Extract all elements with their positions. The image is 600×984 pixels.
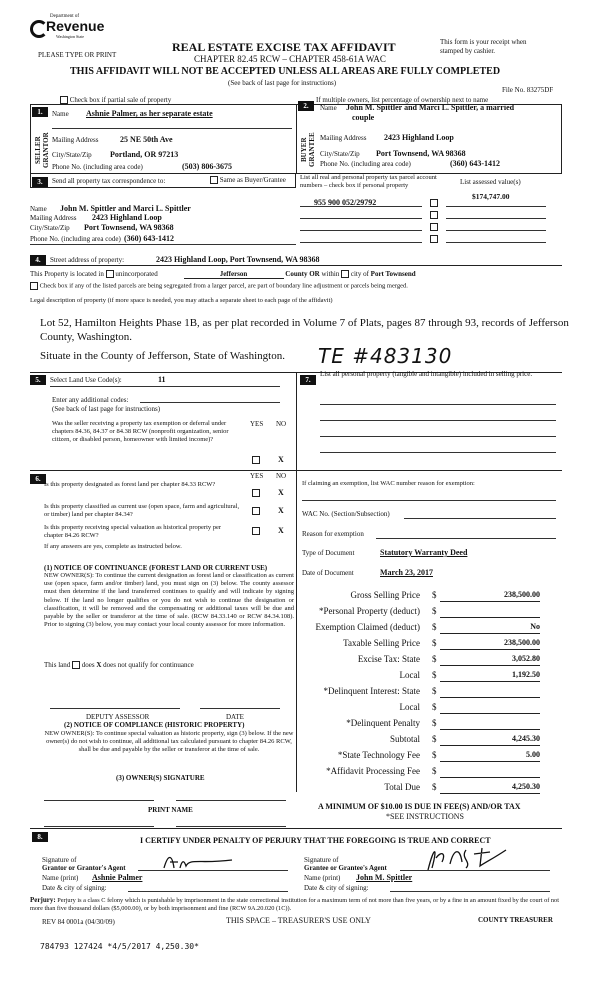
located-row [30,270,570,279]
parcel-personal-checkbox-2[interactable] [430,211,438,219]
receipt-note: This form is your receipt when stamped by cashier. [440,38,527,55]
wac-number-label: WAC No. (Section/Subsection) [302,510,390,518]
assessed-label: List assessed value(s) [460,178,521,186]
land-use-see-back: (See back of last page for instructions) [52,405,161,413]
current-use-no-mark[interactable]: X [278,506,284,515]
does-not-mark[interactable]: X [96,661,102,669]
historic-no-mark[interactable]: X [278,526,284,535]
seller-name-label: Name [52,110,69,118]
seller-phone-label: Phone No. (including area code) [52,163,143,171]
tax-corr-same-row [210,176,286,184]
s6-yes-header: YES [250,472,264,480]
grantor-signature [160,852,240,872]
fee-label: Gross Selling Price [350,590,420,600]
legal-desc-label: Legal description of property (if more space is needed, you may attach a separate sheet to each page of the affidavit) [30,297,333,304]
buyer-name-line2[interactable]: couple [352,113,375,122]
situate-text[interactable]: Situate in the County of Jefferson, State of Washington. [40,350,285,362]
county-treasurer-label: COUNTY TREASURER [478,916,553,924]
section-5-badge: 5. [30,375,46,385]
seller-mailing-label: Mailing Address [52,136,99,144]
deputy-assessor-label: DEPUTY ASSESSOR [86,713,150,721]
fee-row-excise-local [300,670,550,684]
fee-label: Taxable Selling Price [343,638,420,648]
fee-row-gross-selling [300,590,550,604]
fee-label: Total Due [384,782,420,792]
fee-value[interactable] [440,718,540,730]
dollar-sign: $ [432,638,437,648]
tax-corr-name[interactable]: John M. Spittler and Marci L. Spittler [60,204,191,213]
fee-row-taxable-selling [300,638,550,652]
fee-label: Local [399,702,420,712]
grantor-name-label: Name (print) [42,874,79,882]
grantor-sig-label: Signature of [42,856,77,864]
owner-signature-label: (3) OWNER(S) SIGNATURE [116,774,205,782]
land-use-code[interactable]: 11 [158,375,166,384]
fee-label: *Delinquent Penalty [346,718,420,728]
fee-value[interactable]: 238,500.00 [440,638,540,650]
doc-type-value[interactable]: Statutory Warranty Deed [380,548,468,557]
parcel-personal-checkbox-3[interactable] [430,223,438,231]
tax-corr-name-label: Name [30,205,47,213]
section-1-badge: 1. [32,107,48,117]
dollar-sign: $ [432,622,437,632]
historic-question: Is this property receiving special valuation as historical property per chapter 84.26 RCW? [44,524,222,539]
grantor-agent-label: Grantor or Grantor's Agent [42,864,126,872]
city-checkbox[interactable] [341,270,349,278]
segregated-label: Check box if any of the listed parcels are being segregated from a larger parcel, are part of boundary line adjustment or parcels being merged. [39,282,408,290]
partial-sale-label: Check box if partial sale of property [69,96,172,104]
fee-row-processing-fee [300,766,550,780]
fee-row-total-due [300,782,550,796]
seller-name[interactable]: Ashnie Palmer, as her separate estate [86,109,213,118]
fee-row-delinquent-penalty [300,718,550,732]
dollar-sign: $ [432,670,437,680]
fee-value[interactable]: 238,500.00 [440,590,540,602]
seller-mailing[interactable]: 25 NE 50th Ave [120,135,173,144]
grantee-name[interactable]: John M. Spittler [356,873,413,882]
notice-compliance-body: NEW OWNER(S): To continue special valuation as historic property, sign (3) below. If the new owner(s) do not wish to continue, all additional tax calculated pursuant to chapter 84.26 RCW, shall be due and payable by the seller or transferor at the time of sale. [44,730,294,754]
exempt-no-mark[interactable]: X [278,455,284,464]
tax-corr-label: Send all property tax correspondence to: [52,177,166,185]
dollar-sign: $ [432,718,437,728]
grantor-date-city-label: Date & city of signing: [42,884,107,892]
parcel-personal-checkbox-4[interactable] [430,235,438,243]
continuance-does-checkbox[interactable] [72,661,80,669]
assessed-value[interactable]: $174,747.00 [472,192,510,201]
dollar-sign: $ [432,782,437,792]
multiple-owners-note: If multiple owners, list percentage of ownership next to name [316,96,489,104]
street-label: Street address of property: [50,256,125,264]
section-2-badge: 2. [298,101,314,111]
any-yes-note: If any answers are yes, complete as instructed below. [44,543,182,550]
s6-no-header: NO [276,472,287,480]
fee-label: *Delinquent Interest: State [323,686,420,696]
buyer-mailing[interactable]: 2423 Highland Loop [384,133,454,142]
form-title: REAL ESTATE EXCISE TAX AFFIDAVIT [172,40,396,54]
dollar-sign: $ [432,606,437,616]
fee-row-personal-property [300,606,550,620]
minimum-fee-note: A MINIMUM OF $10.00 IS DUE IN FEE(S) AND/OR TAX [318,802,521,811]
section-7-badge: 7. [300,375,316,385]
within-label: within [321,270,340,278]
fee-value[interactable]: 5.00 [440,750,540,762]
seller-city[interactable]: Portland, OR 97213 [110,150,179,159]
fee-row-exemption-claimed [300,622,550,636]
perjury-label: Perjury: [30,896,56,904]
does-label: does [81,661,95,669]
fee-label: Local [399,670,420,680]
perjury-body: Perjury is a class C felony which is punishable by imprisonment in the state correctional institution for a maximum term of not more than five years, or by a fine in an amount fixed by the court of not more than five thousand dollars ($5,000.00), or by both imprisonment and fine (RCW 9A.20.020 (1C)). [30,897,559,912]
fee-value[interactable]: 1,192.50 [440,670,540,682]
buyer-name-line1[interactable]: John M. Spittler and Marci L. Spittler, a married [346,103,515,112]
same-as-buyer-label: Same as Buyer/Grantee [219,176,286,184]
fee-row-technology-fee [300,750,550,764]
fee-value[interactable]: 3,052.80 [440,654,540,666]
fee-label: Exemption Claimed (deduct) [315,622,420,632]
legal-description[interactable]: Lot 52, Hamilton Heights Phase 1B, as per plat recorded in Volume 7 of Plats, pages 87 through 93, records of Jefferson County, Washington. [40,317,569,343]
additional-codes-label: Enter any additional codes: [52,396,129,404]
unincorporated-label: unincorporated [115,270,158,278]
tax-corr-phone-label: Phone No. (including area code) [30,235,121,243]
logo-dept: Department of [50,14,80,19]
doc-date-label: Date of Document [302,569,354,577]
certify-statement: I CERTIFY UNDER PENALTY OF PERJURY THAT THE FOREGOING IS TRUE AND CORRECT [140,836,491,845]
see-back-note: (See back of last page for instructions) [228,79,337,87]
tax-corr-mailing-label: Mailing Address [30,214,77,222]
perjury-text [30,896,566,913]
dollar-sign: $ [432,654,437,664]
notice-continuance-body: NEW OWNER(S): To continue the current designation as forest land or classification as current use (open space, farm and/or timber) land, you must sign on (3) below. The county assessor must then determine if the land transferred continues to qualify and will indicate by signing below. If the land no longer qualifies or you do not wish to continue the designation or classification, it will be removed and the compensating or additional taxes will be due and payable by the seller or transferor at the time of sale. (RCW 84.33.140 or RCW 84.34.108). Prior to signing (3) below, you may contact your local county assessor for more information. [44,572,294,629]
fee-row-delinquent-interest-local [300,702,550,716]
not-accepted-warning: THIS AFFIDAVIT WILL NOT BE ACCEPTED UNLESS ALL AREAS ARE FULLY COMPLETED [70,66,501,77]
handwritten-te-number: TE #483130 [318,344,453,368]
buyer-phone[interactable]: (360) 643-1412 [450,159,500,168]
buyer-grantee-label: BUYER GRANTEE [300,132,316,168]
tax-corr-phone[interactable]: (360) 643-1412 [124,234,174,243]
this-land-label: This land [44,661,71,669]
buyer-phone-label: Phone No. (including area code) [320,160,411,168]
land-use-label: Select Land Use Code(s): [50,376,122,384]
fee-row-subtotal [300,734,550,748]
notice-compliance-title: (2) NOTICE OF COMPLIANCE (HISTORIC PROPERTY) [64,721,245,729]
fee-row-excise-state [300,654,550,668]
logo-name: Revenue [46,18,105,34]
fee-value[interactable]: 4,250.30 [440,782,540,794]
rev-number: REV 84 0001a (04/30/09) [42,918,115,926]
exemption-question: Was the seller receiving a property tax exemption or deferral under chapters 84.36, 84.37 or 84.38 RCW (nonprofit organization, senior citizen, or disabled person, homeowner with limited income)? [52,420,229,443]
county-or-label: County OR [285,270,320,278]
historic-yes-checkbox[interactable] [252,527,260,535]
fee-label: *Affidavit Processing Fee [326,766,420,776]
located-in-label: This Property is located in [30,270,104,278]
dollar-sign: $ [432,686,437,696]
does-not-label: does not qualify for continuance [103,661,194,669]
same-as-buyer-checkbox[interactable] [210,176,218,184]
fee-value[interactable] [440,606,540,618]
tax-corr-city[interactable]: Port Townsend, WA 98368 [84,223,174,232]
continuance-row [44,661,194,669]
exempt-yes-checkbox[interactable] [252,456,260,464]
please-type: PLEASE TYPE OR PRINT [38,51,117,59]
fee-label: Subtotal [389,734,420,744]
fee-value[interactable] [440,686,540,698]
land-use-yes-header: YES [250,420,264,428]
grantee-agent-label: Grantee or Grantee's Agent [304,864,387,872]
dollar-sign: $ [432,734,437,744]
grantee-name-label: Name (print) [304,874,341,882]
unincorporated-checkbox[interactable] [106,270,114,278]
city-of-label: city of [350,270,369,278]
section-3-badge: 3. [32,177,48,187]
parcel-personal-checkbox-1[interactable] [430,199,438,207]
tax-corr-city-label: City/State/Zip [30,224,70,232]
section-8-badge: 8. [32,832,48,842]
segregated-row [30,282,570,290]
grantee-sig-label: Signature of [304,856,339,864]
fee-value[interactable]: 4,245.30 [440,734,540,746]
forest-yes-checkbox[interactable] [252,489,260,497]
current-use-yes-checkbox[interactable] [252,507,260,515]
seller-phone[interactable]: (503) 806-3675 [182,162,232,171]
fee-label: *Personal Property (deduct) [319,606,420,616]
fee-label: *State Technology Fee [337,750,420,760]
county-name[interactable]: Jefferson [184,270,284,279]
form-chapter: CHAPTER 82.45 RCW – CHAPTER 458-61A WAC [194,54,386,64]
fee-value[interactable] [440,702,540,714]
cashier-stamp: 784793 127424 *4/5/2017 4,250.30* [40,942,199,951]
deputy-date-label: DATE [226,713,244,721]
dollar-sign: $ [432,766,437,776]
notice-continuance-title: (1) NOTICE OF CONTINUANCE (FOREST LAND OR CURRENT USE) [44,564,268,572]
tax-corr-mailing[interactable]: 2423 Highland Loop [92,213,162,222]
buyer-name-label: Name [320,104,337,112]
city-name[interactable]: Port Townsend [370,270,416,278]
dollar-sign: $ [432,750,437,760]
forest-land-question: Is this property designated as forest land per chapter 84.33 RCW? [44,481,216,488]
grantor-name[interactable]: Ashnie Palmer [92,873,143,882]
dollar-sign: $ [432,590,437,600]
fee-value[interactable] [440,766,540,778]
wac-reason-label: If claiming an exemption, list WAC number reason for exemption: [302,480,475,487]
doc-date-value[interactable]: March 23, 2017 [380,568,433,577]
street-address[interactable]: 2423 Highland Loop, Port Townsend, WA 98368 [156,255,320,264]
doc-type-label: Type of Document [302,549,355,557]
seller-city-label: City/State/Zip [52,151,92,159]
section-4-badge: 4. [30,255,46,265]
fee-label: Excise Tax: State [357,654,420,664]
section-6-badge: 6. [30,474,46,484]
personal-property-label: List all personal property (tangible and intangible) included in selling price. [320,370,533,378]
fee-row-delinquent-interest-state [300,686,550,700]
parcels-label: List all real and personal property tax parcel account numbers – check box if personal property [300,174,437,189]
grantee-date-city-label: Date & city of signing: [304,884,369,892]
exemption-reason-label: Reason for exemption [302,530,364,538]
dor-logo [30,14,105,44]
buyer-city[interactable]: Port Townsend, WA 98368 [376,149,466,158]
land-use-no-header: NO [276,420,287,428]
see-instructions-note: *SEE INSTRUCTIONS [386,812,465,821]
forest-no-mark[interactable]: X [278,488,284,497]
dollar-sign: $ [432,702,437,712]
buyer-city-label: City/State/Zip [320,150,360,158]
fee-value[interactable]: No [440,622,540,634]
logo-state: Washington State [56,34,85,39]
seller-grantor-label: SELLER GRANTOR [34,132,50,168]
buyer-mailing-label: Mailing Address [320,134,367,142]
file-number: File No. 83275DF [502,86,554,94]
print-name-label: PRINT NAME [148,806,193,814]
treasurer-space-label: THIS SPACE – TREASURER'S USE ONLY [226,916,371,925]
segregated-checkbox[interactable] [30,282,38,290]
parcel-number[interactable]: 955 900 052/29792 [314,198,377,207]
current-use-question: Is this property classified as current use (open space, farm and agricultural, or timber) land per chapter 84.34? [44,503,240,518]
